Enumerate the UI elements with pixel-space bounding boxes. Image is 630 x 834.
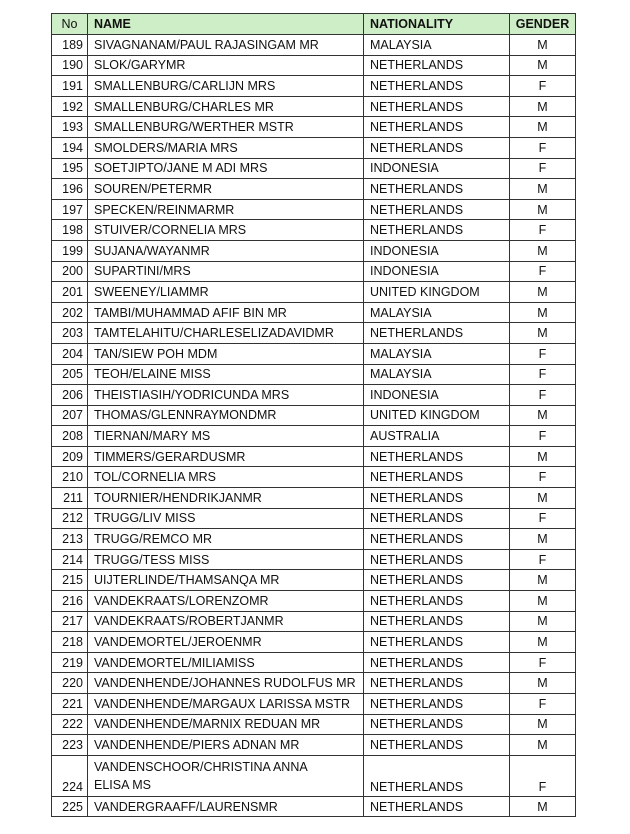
passenger-gender: M <box>510 673 576 694</box>
passenger-gender: F <box>510 385 576 406</box>
passenger-nationality: NETHERLANDS <box>364 529 510 550</box>
table-row <box>52 158 576 179</box>
passenger-name: VANDENHENDE/MARNIX REDUAN MR <box>88 714 364 735</box>
passenger-nationality: UNITED KINGDOM <box>364 282 510 303</box>
row-number: 194 <box>52 137 88 158</box>
passenger-nationality: NETHERLANDS <box>364 652 510 673</box>
column-header-no: No <box>52 14 88 35</box>
table-row <box>52 467 576 488</box>
table-row <box>52 240 576 261</box>
table-row <box>52 694 576 715</box>
table-row <box>52 549 576 570</box>
table-row <box>52 385 576 406</box>
row-number: 208 <box>52 426 88 447</box>
row-number: 212 <box>52 508 88 529</box>
passenger-nationality: INDONESIA <box>364 240 510 261</box>
passenger-nationality: UNITED KINGDOM <box>364 405 510 426</box>
row-number: 190 <box>52 55 88 76</box>
passenger-nationality: NETHERLANDS <box>364 55 510 76</box>
passenger-name: VANDENHENDE/PIERS ADNAN MR <box>88 735 364 756</box>
passenger-nationality: MALAYSIA <box>364 364 510 385</box>
table-row <box>52 673 576 694</box>
passenger-name: VANDENHENDE/JOHANNES RUDOLFUS MR <box>88 673 364 694</box>
row-number: 205 <box>52 364 88 385</box>
row-number: 189 <box>52 35 88 56</box>
table-row <box>52 611 576 632</box>
table-row <box>52 591 576 612</box>
table-row <box>52 529 576 550</box>
passenger-nationality: MALAYSIA <box>364 343 510 364</box>
passenger-nationality: NETHERLANDS <box>364 137 510 158</box>
passenger-nationality: NETHERLANDS <box>364 755 510 796</box>
table-row <box>52 632 576 653</box>
passenger-nationality: NETHERLANDS <box>364 611 510 632</box>
table-row <box>52 282 576 303</box>
column-header-gender: GENDER <box>510 14 576 35</box>
table-row <box>52 714 576 735</box>
passenger-name: SOETJIPTO/JANE M ADI MRS <box>88 158 364 179</box>
table-row <box>52 179 576 200</box>
row-number: 195 <box>52 158 88 179</box>
table-row <box>52 446 576 467</box>
table-row <box>52 323 576 344</box>
passenger-name: STUIVER/CORNELIA MRS <box>88 220 364 241</box>
passenger-name: SMALLENBURG/CARLIJN MRS <box>88 76 364 97</box>
table-row <box>52 117 576 138</box>
passenger-name: TIERNAN/MARY MS <box>88 426 364 447</box>
passenger-nationality: NETHERLANDS <box>364 179 510 200</box>
passenger-nationality: NETHERLANDS <box>364 199 510 220</box>
passenger-name: TAMBI/MUHAMMAD AFIF BIN MR <box>88 302 364 323</box>
passenger-nationality: INDONESIA <box>364 158 510 179</box>
passenger-name: SUPARTINI/MRS <box>88 261 364 282</box>
table-row <box>52 302 576 323</box>
row-number: 224 <box>52 755 88 796</box>
passenger-nationality: INDONESIA <box>364 385 510 406</box>
passenger-nationality: MALAYSIA <box>364 35 510 56</box>
table-row <box>52 199 576 220</box>
row-number: 215 <box>52 570 88 591</box>
passenger-name: VANDEMORTEL/MILIAMISS <box>88 652 364 673</box>
row-number: 210 <box>52 467 88 488</box>
passenger-name: TOL/CORNELIA MRS <box>88 467 364 488</box>
column-header-nationality: NATIONALITY <box>364 14 510 35</box>
row-number: 211 <box>52 488 88 509</box>
passenger-gender: F <box>510 426 576 447</box>
passenger-gender: M <box>510 199 576 220</box>
passenger-gender: M <box>510 240 576 261</box>
passenger-gender: F <box>510 549 576 570</box>
table-row <box>52 755 576 796</box>
passenger-nationality: NETHERLANDS <box>364 508 510 529</box>
passenger-name: SLOK/GARYMR <box>88 55 364 76</box>
passenger-name: UIJTERLINDE/THAMSANQA MR <box>88 570 364 591</box>
passenger-name: TIMMERS/GERARDUSMR <box>88 446 364 467</box>
passenger-gender: F <box>510 652 576 673</box>
row-number: 217 <box>52 611 88 632</box>
table-row <box>52 343 576 364</box>
row-number: 219 <box>52 652 88 673</box>
row-number: 220 <box>52 673 88 694</box>
passenger-gender: F <box>510 467 576 488</box>
passenger-nationality: NETHERLANDS <box>364 488 510 509</box>
passenger-nationality: NETHERLANDS <box>364 694 510 715</box>
passenger-nationality: NETHERLANDS <box>364 632 510 653</box>
row-number: 203 <box>52 323 88 344</box>
passenger-gender: M <box>510 96 576 117</box>
row-number: 192 <box>52 96 88 117</box>
passenger-gender: M <box>510 632 576 653</box>
passenger-name: TRUGG/LIV MISS <box>88 508 364 529</box>
passenger-gender: M <box>510 282 576 303</box>
passenger-gender: M <box>510 405 576 426</box>
passenger-name: VANDEKRAATS/ROBERTJANMR <box>88 611 364 632</box>
row-number: 198 <box>52 220 88 241</box>
row-number: 206 <box>52 385 88 406</box>
row-number: 199 <box>52 240 88 261</box>
passenger-name: SMOLDERS/MARIA MRS <box>88 137 364 158</box>
table-row <box>52 76 576 97</box>
passenger-nationality: AUSTRALIA <box>364 426 510 447</box>
passenger-gender: M <box>510 302 576 323</box>
row-number: 214 <box>52 549 88 570</box>
passenger-gender: M <box>510 323 576 344</box>
passenger-nationality: INDONESIA <box>364 261 510 282</box>
table-row <box>52 220 576 241</box>
row-number: 202 <box>52 302 88 323</box>
passenger-gender: F <box>510 508 576 529</box>
header-row <box>52 14 576 35</box>
passenger-gender: M <box>510 35 576 56</box>
passenger-nationality: NETHERLANDS <box>364 549 510 570</box>
passenger-name: SOUREN/PETERMR <box>88 179 364 200</box>
passenger-name: SMALLENBURG/WERTHER MSTR <box>88 117 364 138</box>
table-row <box>52 55 576 76</box>
table-row <box>52 35 576 56</box>
table-header <box>52 14 576 35</box>
passenger-nationality: NETHERLANDS <box>364 76 510 97</box>
passenger-nationality: NETHERLANDS <box>364 446 510 467</box>
row-number: 204 <box>52 343 88 364</box>
passenger-gender: F <box>510 364 576 385</box>
passenger-gender: M <box>510 714 576 735</box>
passenger-name: VANDENHENDE/MARGAUX LARISSA MSTR <box>88 694 364 715</box>
passenger-name: TRUGG/TESS MISS <box>88 549 364 570</box>
row-number: 225 <box>52 796 88 817</box>
row-number: 213 <box>52 529 88 550</box>
table-row <box>52 652 576 673</box>
passenger-name: SPECKEN/REINMARMR <box>88 199 364 220</box>
row-number: 218 <box>52 632 88 653</box>
passenger-name: TEOH/ELAINE MISS <box>88 364 364 385</box>
row-number: 221 <box>52 694 88 715</box>
passenger-gender: F <box>510 694 576 715</box>
passenger-table <box>51 13 576 817</box>
table-row <box>52 137 576 158</box>
passenger-name: VANDERGRAAFF/LAURENSMR <box>88 796 364 817</box>
row-number: 209 <box>52 446 88 467</box>
row-number: 197 <box>52 199 88 220</box>
passenger-nationality: NETHERLANDS <box>364 96 510 117</box>
table-row <box>52 488 576 509</box>
passenger-name: SMALLENBURG/CHARLES MR <box>88 96 364 117</box>
table-row <box>52 796 576 817</box>
row-number: 196 <box>52 179 88 200</box>
table-row <box>52 570 576 591</box>
passenger-nationality: NETHERLANDS <box>364 796 510 817</box>
passenger-gender: M <box>510 446 576 467</box>
table-row <box>52 405 576 426</box>
row-number: 223 <box>52 735 88 756</box>
row-number: 200 <box>52 261 88 282</box>
passenger-nationality: NETHERLANDS <box>364 117 510 138</box>
passenger-list-page <box>51 13 575 817</box>
row-number: 216 <box>52 591 88 612</box>
passenger-nationality: NETHERLANDS <box>364 323 510 344</box>
passenger-nationality: MALAYSIA <box>364 302 510 323</box>
row-number: 191 <box>52 76 88 97</box>
passenger-nationality: NETHERLANDS <box>364 220 510 241</box>
row-number: 207 <box>52 405 88 426</box>
passenger-name: SUJANA/WAYANMR <box>88 240 364 261</box>
row-number: 201 <box>52 282 88 303</box>
table-body <box>52 35 576 817</box>
passenger-gender: M <box>510 796 576 817</box>
passenger-name: TAMTELAHITU/CHARLESELIZADAVIDMR <box>88 323 364 344</box>
table-row <box>52 364 576 385</box>
passenger-gender: F <box>510 76 576 97</box>
passenger-gender: M <box>510 591 576 612</box>
passenger-name: TOURNIER/HENDRIKJANMR <box>88 488 364 509</box>
table-row <box>52 508 576 529</box>
passenger-name: SIVAGNANAM/PAUL RAJASINGAM MR <box>88 35 364 56</box>
passenger-nationality: NETHERLANDS <box>364 467 510 488</box>
table-row <box>52 261 576 282</box>
passenger-gender: F <box>510 137 576 158</box>
passenger-name: SWEENEY/LIAMMR <box>88 282 364 303</box>
passenger-name: VANDEMORTEL/JEROENMR <box>88 632 364 653</box>
passenger-name: THOMAS/GLENNRAYMONDMR <box>88 405 364 426</box>
row-number: 193 <box>52 117 88 138</box>
passenger-gender: F <box>510 220 576 241</box>
passenger-gender: F <box>510 158 576 179</box>
table-row <box>52 426 576 447</box>
passenger-name: VANDEKRAATS/LORENZOMR <box>88 591 364 612</box>
passenger-gender: M <box>510 529 576 550</box>
passenger-nationality: NETHERLANDS <box>364 714 510 735</box>
passenger-name: VANDENSCHOOR/CHRISTINA ANNA ELISA MS <box>88 755 364 796</box>
passenger-nationality: NETHERLANDS <box>364 570 510 591</box>
table-row <box>52 735 576 756</box>
passenger-gender: M <box>510 735 576 756</box>
passenger-gender: F <box>510 755 576 796</box>
passenger-name: THEISTIASIH/YODRICUNDA MRS <box>88 385 364 406</box>
passenger-name: TRUGG/REMCO MR <box>88 529 364 550</box>
passenger-gender: M <box>510 117 576 138</box>
table-row <box>52 96 576 117</box>
passenger-gender: F <box>510 343 576 364</box>
passenger-gender: M <box>510 611 576 632</box>
row-number: 222 <box>52 714 88 735</box>
passenger-nationality: NETHERLANDS <box>364 591 510 612</box>
passenger-gender: F <box>510 261 576 282</box>
passenger-gender: M <box>510 179 576 200</box>
passenger-gender: M <box>510 55 576 76</box>
column-header-name: NAME <box>88 14 364 35</box>
passenger-gender: M <box>510 570 576 591</box>
passenger-gender: M <box>510 488 576 509</box>
passenger-nationality: NETHERLANDS <box>364 735 510 756</box>
passenger-name: TAN/SIEW POH MDM <box>88 343 364 364</box>
passenger-nationality: NETHERLANDS <box>364 673 510 694</box>
